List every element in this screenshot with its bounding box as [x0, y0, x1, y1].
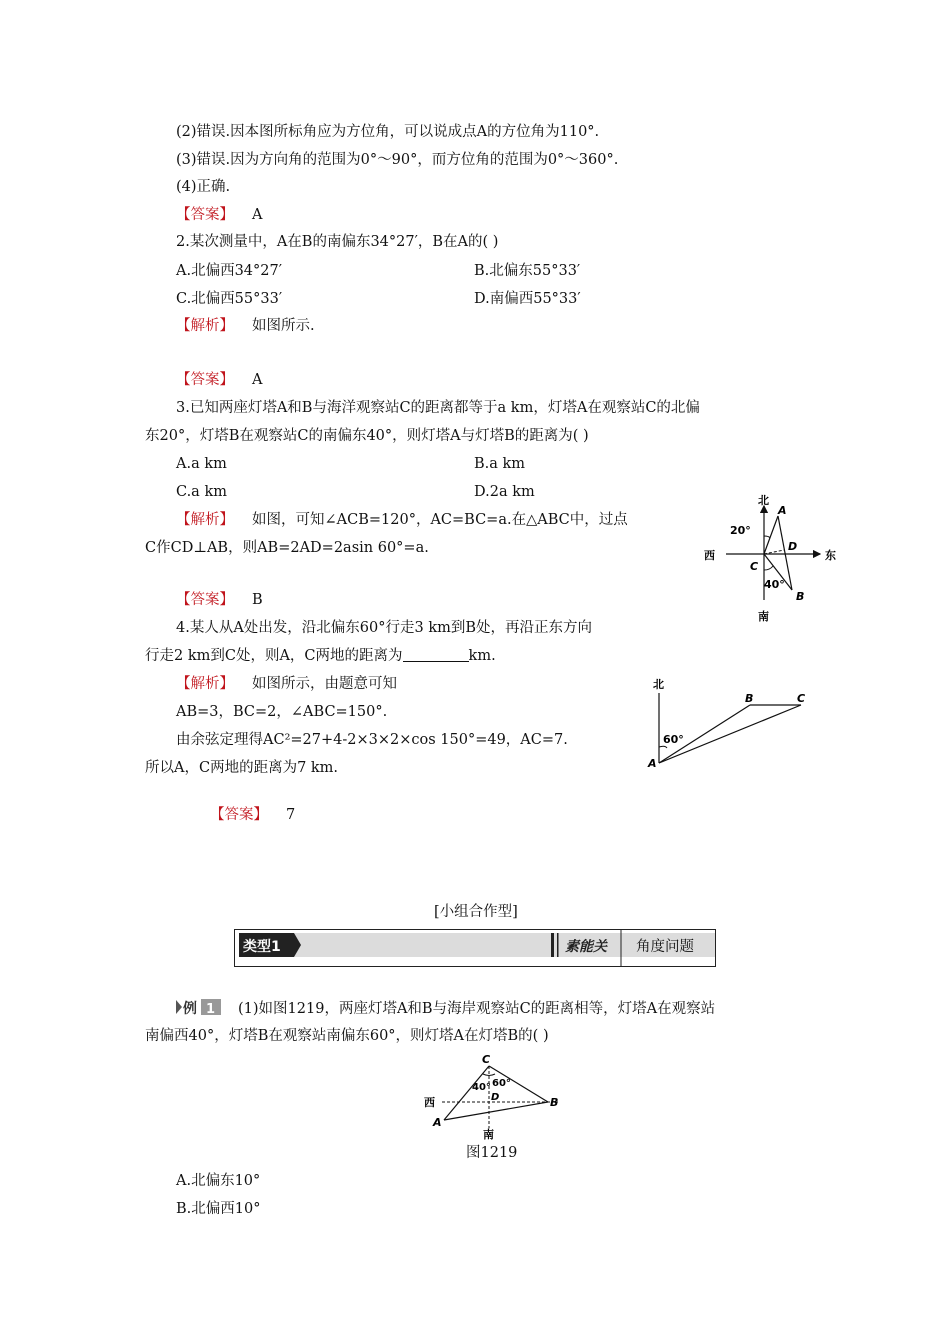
- option-b: B.北偏西10°: [176, 1201, 261, 1217]
- label-a: A: [778, 504, 787, 517]
- option-a: A.a km: [176, 456, 227, 472]
- label-c: C: [750, 560, 759, 573]
- label-b: B: [796, 590, 805, 603]
- banner-graphic: [235, 930, 715, 966]
- answer-line: [176, 590, 263, 610]
- option-c: C.北偏西55°33′: [176, 291, 283, 307]
- label-a: A: [648, 757, 657, 770]
- option-a: A.北偏东10°: [176, 1173, 261, 1189]
- solution-line: [176, 510, 628, 530]
- label-c: C: [797, 692, 806, 705]
- label-west: 西: [424, 1096, 435, 1109]
- label-south: 南: [483, 1128, 494, 1140]
- figure-1219-diagram: [420, 1052, 570, 1140]
- label-d: D: [788, 540, 798, 553]
- answer-value: B: [252, 592, 263, 608]
- label-angle-20: 20°: [730, 524, 751, 537]
- example-badge: [176, 998, 228, 1016]
- solution-cont: C作CD⊥AB，则AB=2AD=2asin 60°=a.: [145, 540, 429, 556]
- label-angle-40: 40°: [472, 1082, 491, 1093]
- answer-line: [176, 370, 262, 390]
- angle-arc: [659, 746, 667, 748]
- option-d: D.2a km: [474, 484, 535, 500]
- badge-bar: [557, 933, 559, 957]
- text-line: (2)错误.因本图所标角应为方位角，可以说成点A的方位角为110°.: [176, 124, 600, 140]
- answer-line: [210, 805, 295, 825]
- angle-arc: [764, 536, 770, 538]
- label-angle-60: 60°: [492, 1078, 511, 1089]
- example-cont: 南偏西40°，灯塔B在观察站南偏东60°，则灯塔A在灯塔B的( ): [145, 1028, 549, 1044]
- question-4: 4.某人从A处出发，沿北偏东60°行走3 km到B处，再沿正东方向: [176, 620, 593, 636]
- option-b: B.北偏东55°33′: [474, 263, 581, 279]
- section-header: [小组合作型]: [434, 904, 518, 920]
- solution-line: [176, 316, 315, 336]
- solution-cont: AB=3，BC=2，∠ABC=150°.: [176, 704, 388, 720]
- question-3: 3.已知两座灯塔A和B与海洋观察站C的距离都等于a km，灯塔A在观察站C的北偏: [176, 400, 700, 416]
- answer-tag: 【答案】: [210, 807, 268, 823]
- example-tag: 例: [183, 1001, 197, 1016]
- label-north: 北: [653, 678, 664, 691]
- text-line: (4)正确.: [176, 179, 231, 195]
- solution-line: [176, 674, 397, 694]
- label-angle-40: 40°: [764, 578, 785, 591]
- banner-title: 角度问题: [636, 939, 694, 955]
- option-d: D.南偏西55°33′: [474, 291, 581, 307]
- text-line: (3)错误.因为方向角的范围为0°～90°，而方位角的范围为0°～360°.: [176, 152, 619, 168]
- angle-arc: [483, 1074, 495, 1076]
- option-b: B.a km: [474, 456, 526, 472]
- question-3-cont: 东20°，灯塔B在观察站C的南偏东40°，则灯塔A与灯塔B的距离为( ): [145, 428, 589, 444]
- segment-ca: [764, 516, 778, 554]
- solution-cont: 由余弦定理得AC²=27+4-2×3×2×cos 150°=49，AC=7.: [176, 732, 568, 748]
- question-4-cont: [145, 646, 496, 666]
- solution-tag: 【解析】: [176, 318, 234, 334]
- label-b: B: [550, 1096, 559, 1109]
- answer-value: A: [252, 207, 263, 223]
- solution-tag: 【解析】: [176, 676, 234, 692]
- answer-value: 7: [286, 807, 296, 823]
- answer-value: A: [252, 372, 263, 388]
- label-south: 南: [758, 610, 769, 622]
- solution-cont: 所以A，C两地的距离为7 km.: [145, 760, 339, 776]
- label-west: 西: [704, 549, 715, 562]
- label-a: A: [433, 1116, 442, 1129]
- answer-tag: 【答案】: [176, 372, 234, 388]
- answer-tag: 【答案】: [176, 592, 234, 608]
- type-banner: [234, 929, 716, 967]
- label-angle-60: 60°: [663, 733, 684, 746]
- segment-ab: [444, 1102, 548, 1120]
- unit-text: km.: [468, 648, 496, 664]
- badge-bar: [551, 933, 554, 957]
- segment-ca: [444, 1066, 489, 1120]
- label-c: C: [482, 1053, 491, 1066]
- example-num: 1: [206, 1002, 216, 1016]
- solution-text: 如图，可知∠ACB=120°，AC=BC=a.在△ABC中，过点: [252, 512, 628, 528]
- answer-tag: 【答案】: [176, 207, 234, 223]
- example-line: [176, 998, 715, 1019]
- label-east: 东: [825, 549, 836, 562]
- label-b: B: [745, 692, 754, 705]
- solution-text: 如图所示，由题意可知: [252, 676, 397, 692]
- solution-tag: 【解析】: [176, 512, 234, 528]
- answer-blank: [403, 647, 469, 662]
- figure-1-diagram: [700, 492, 850, 622]
- example-arrow: [176, 1000, 182, 1014]
- type-label: 类型1: [243, 939, 281, 955]
- question-2: 2.某次测量中，A在B的南偏东34°27′，B在A的( ): [176, 234, 499, 250]
- solution-text: 如图所示.: [252, 318, 315, 334]
- angle-arc: [764, 566, 773, 570]
- label-d: D: [491, 1092, 500, 1103]
- option-c: C.a km: [176, 484, 227, 500]
- question-4-text: 行走2 km到C处，则A，C两地的距离为: [145, 648, 403, 664]
- example-text: (1)如图1219，两座灯塔A和B与海岸观察站C的距离相等，灯塔A在观察站: [238, 1001, 716, 1017]
- option-a: A.北偏西34°27′: [176, 263, 283, 279]
- figure-caption: 图1219: [466, 1145, 518, 1161]
- answer-line: [176, 205, 262, 225]
- figure-2-diagram: [645, 675, 820, 770]
- label-north: 北: [758, 494, 769, 507]
- badge-text: 素能关: [565, 939, 607, 955]
